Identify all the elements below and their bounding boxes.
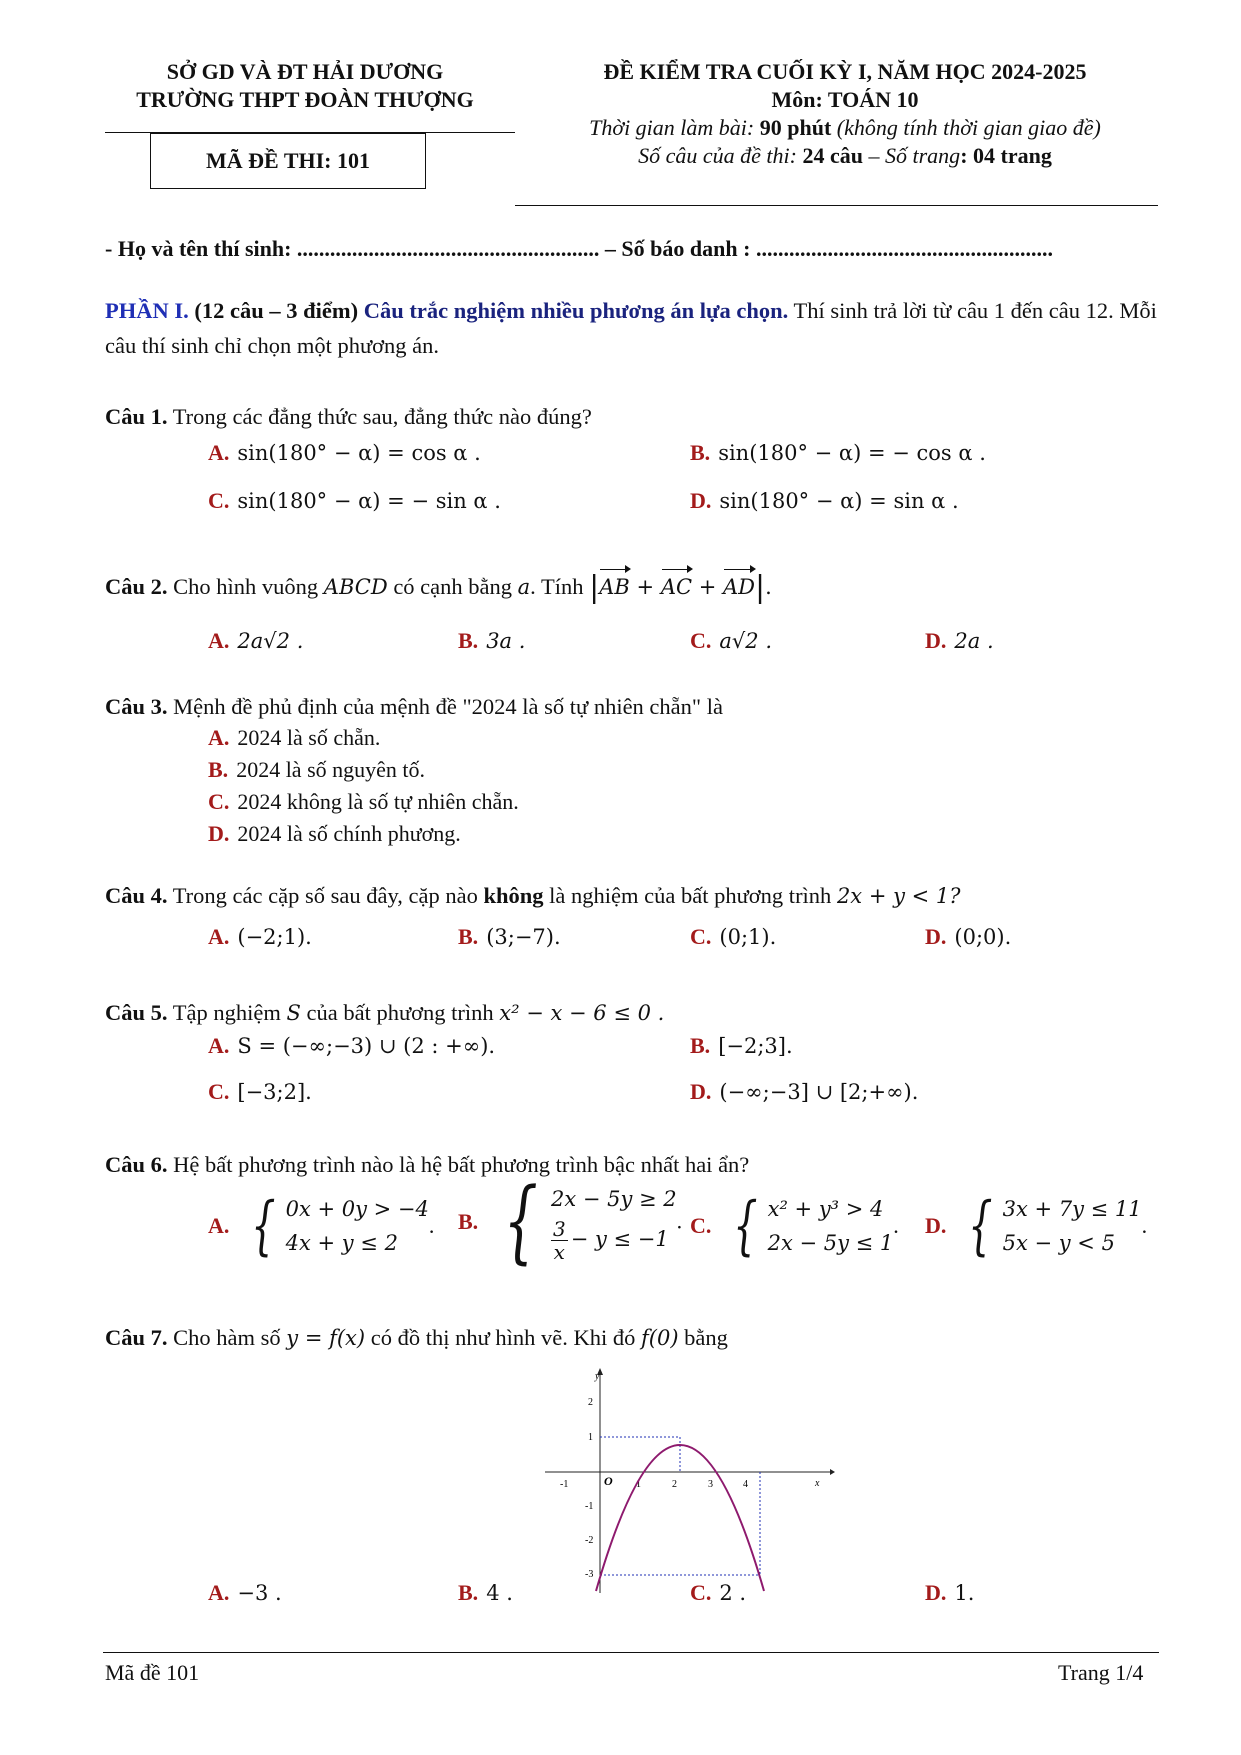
exam-code-box: MÃ ĐỀ THI: 101 — [150, 133, 426, 189]
question-3: Câu 3. Mệnh đề phủ định của mệnh đề "2024 là số tự nhiên chẵn" là — [105, 694, 723, 719]
q2-option-d[interactable]: D. 2a . — [925, 628, 994, 653]
part1-title: PHẦN I. — [105, 298, 189, 323]
q3-option-b[interactable]: B. 2024 là số nguyên tố. — [208, 757, 426, 782]
q2-option-a[interactable]: A. 2a√2 . — [208, 628, 304, 653]
q5-option-c[interactable]: C. [−3;2]. — [208, 1079, 312, 1104]
origin-label: O — [604, 1474, 613, 1488]
exam-subject: Môn: TOÁN 10 — [771, 87, 919, 112]
question-2: Câu 2. Cho hình vuông ABCD có cạnh bằng a. Tính |AB + AC + AD|. — [105, 570, 772, 605]
q4-option-c[interactable]: C. (0;1). — [690, 924, 777, 949]
y-axis-label: y — [595, 1371, 600, 1382]
question-6: Câu 6. Hệ bất phương trình nào là hệ bất phương trình bậc nhất hai ẩn? — [105, 1152, 750, 1177]
student-id-field: ...................................................... — [755, 236, 1053, 261]
exam-title: ĐỀ KIỂM TRA CUỐI KỲ I, NĂM HỌC 2024-2025 — [603, 59, 1087, 84]
y-tick-neg2: -2 — [585, 1535, 594, 1546]
q7-option-c[interactable]: C. 2 . — [690, 1580, 747, 1605]
x-tick-neg1: -1 — [560, 1479, 569, 1490]
q2-option-b[interactable]: B. 3a . — [458, 628, 526, 653]
function-graph — [545, 1365, 835, 1593]
question-4: Câu 4. Trong các cặp số sau đây, cặp nào không là nghiệm của bất phương trình 2x + y < 1? — [105, 883, 961, 908]
footer-rule — [103, 1652, 1159, 1653]
q7-option-b[interactable]: B. 4 . — [458, 1580, 513, 1605]
student-id-label: – Số báo danh : — [599, 236, 756, 261]
department-name: SỞ GD VÀ ĐT HẢI DƯƠNG — [166, 59, 444, 84]
q4-option-d[interactable]: D. (0;0). — [925, 924, 1012, 949]
x-axis-arrow — [830, 1469, 835, 1475]
y-tick-neg1: -1 — [585, 1501, 594, 1512]
part1-heading — [105, 293, 1175, 363]
q6-option-d[interactable]: D. { 3x + 7y ≤ 11 5x − y < 5 . — [925, 1189, 1148, 1263]
x-tick-3: 3 — [708, 1479, 713, 1490]
q6-option-b[interactable]: B. { 2x − 5y ≥ 2 $\frac{3}{x}$ − y ≤ −1 . — [458, 1168, 683, 1274]
q4-option-b[interactable]: B. (3;−7). — [458, 924, 561, 949]
q1-option-c[interactable]: C. sin(180° − α) = − sin α . — [208, 488, 501, 513]
y-tick-neg3: -3 — [585, 1569, 594, 1580]
part1-instructions: Thí sinh trả lời từ câu 1 đến câu 12. Mỗi câu thí sinh chỉ chọn một phương án. — [105, 298, 1157, 358]
footer-exam-code: Mã đề 101 — [105, 1660, 200, 1685]
q3-option-a[interactable]: A. 2024 là số chẵn. — [208, 725, 381, 750]
q1-option-a[interactable]: A. sin(180° − α) = cos α . — [208, 440, 481, 465]
q1-option-b[interactable]: B. sin(180° − α) = − cos α . — [690, 440, 986, 465]
student-name-label: - Họ và tên thí sinh: — [105, 236, 297, 261]
part1-type: Câu trắc nghiệm nhiều phương án lựa chọn. — [363, 298, 789, 323]
q4-option-a[interactable]: A. (−2;1). — [208, 924, 312, 949]
q5-option-d[interactable]: D. (−∞;−3] ∪ [2;+∞). — [690, 1079, 919, 1104]
x-tick-2: 2 — [672, 1479, 677, 1490]
q3-option-d[interactable]: D. 2024 là số chính phương. — [208, 821, 461, 846]
y-tick-1: 1 — [588, 1432, 593, 1443]
exam-header — [505, 58, 1185, 170]
q3-option-c[interactable]: C. 2024 không là số tự nhiên chẵn. — [208, 789, 519, 814]
part1-count: (12 câu – 3 điểm) — [194, 298, 359, 323]
exam-count: Số câu của đề thi: 24 câu – Số trang: 04 trang — [638, 143, 1052, 168]
school-name: TRƯỜNG THPT ĐOÀN THƯỢNG — [136, 87, 474, 112]
q5-option-b[interactable]: B. [−2;3]. — [690, 1033, 793, 1058]
student-name-field: ....................................................... — [296, 236, 600, 261]
q7-option-d[interactable]: D. 1. — [925, 1580, 975, 1605]
school-header — [95, 58, 515, 114]
question-1: Câu 1. Trong các đẳng thức sau, đẳng thức nào đúng? — [105, 404, 592, 429]
footer-page-number: Trang 1/4 — [1058, 1660, 1144, 1685]
x-axis-label: x — [815, 1478, 820, 1489]
q6-option-c[interactable]: C. { x² + y³ > 4 2x − 5y ≤ 1 . — [690, 1189, 899, 1263]
x-tick-1: 1 — [636, 1479, 641, 1490]
q7-option-a[interactable]: A. −3 . — [208, 1580, 282, 1605]
x-tick-4: 4 — [743, 1479, 748, 1490]
question-5: Câu 5. Tập nghiệm S của bất phương trình x² − x − 6 ≤ 0 . — [105, 1000, 665, 1025]
q2-option-c[interactable]: C. a√2 . — [690, 628, 773, 653]
vector-sum-magnitude: |AB + AC + AD|. — [589, 570, 772, 605]
q5-option-a[interactable]: A. S = (−∞;−3) ∪ (2 : +∞). — [208, 1033, 496, 1058]
question-7: Câu 7. Cho hàm số y = f(x) có đồ thị như hình vẽ. Khi đó f(0) bằng — [105, 1325, 728, 1350]
header-right-rule — [515, 205, 1158, 206]
exam-time: Thời gian làm bài: 90 phút (không tính thời gian giao đề) — [589, 115, 1101, 140]
q1-option-d[interactable]: D. sin(180° − α) = sin α . — [690, 488, 959, 513]
y-tick-2: 2 — [588, 1397, 593, 1408]
q6-option-a[interactable]: A. { 0x + 0y > −4 4x + y ≤ 2 . — [208, 1189, 435, 1263]
student-info-line — [105, 236, 1165, 262]
